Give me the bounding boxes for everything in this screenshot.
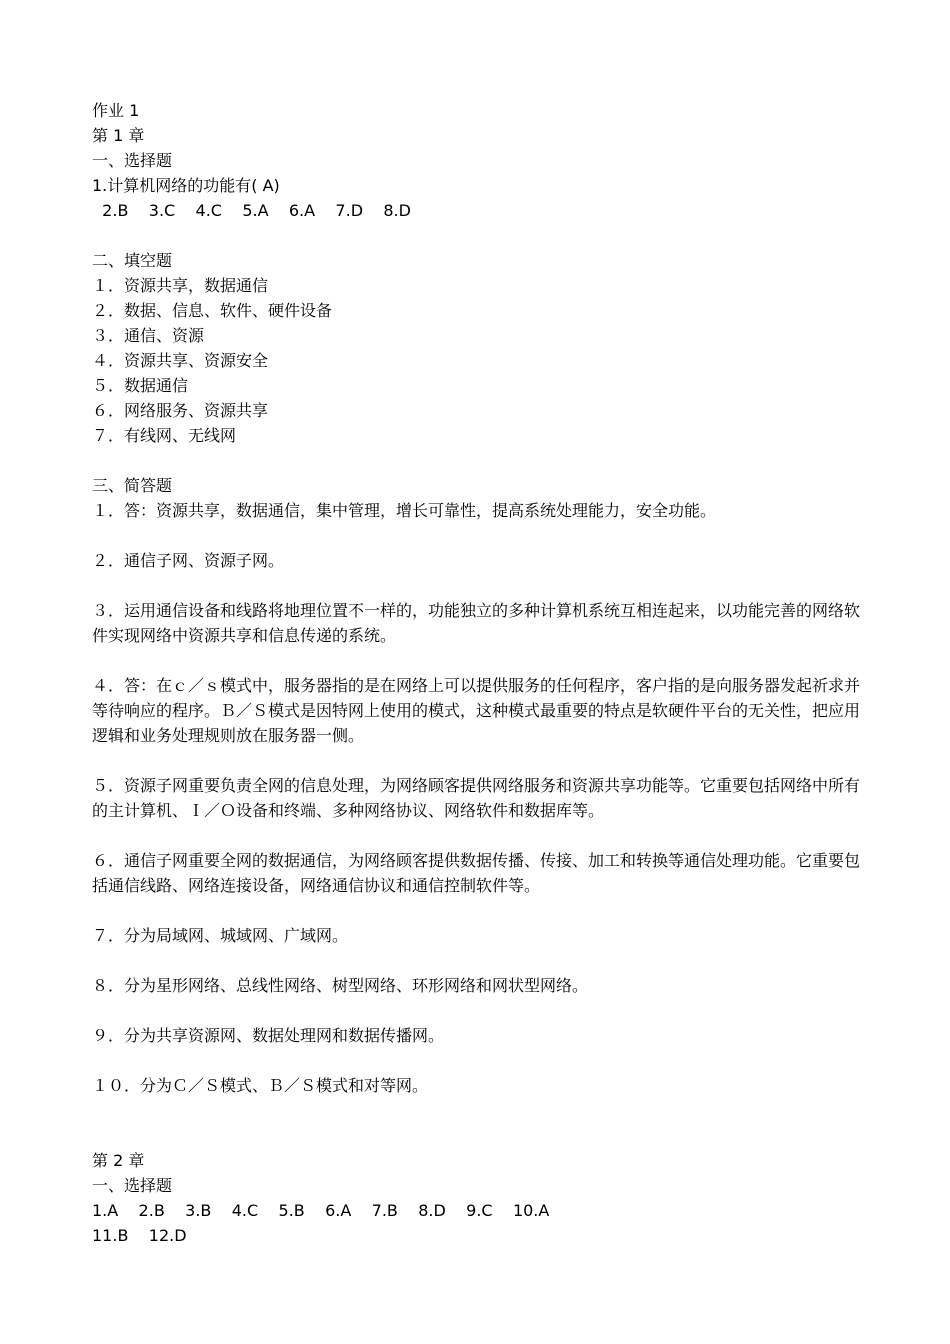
document-page: [92, 98, 872, 1248]
chapter-2-heading: 第 2 章: [92, 1151, 145, 1170]
ch1-short-answer-item: ２．通信子网、资源子网。: [92, 551, 285, 570]
assignment-title: 作业 1: [92, 101, 140, 120]
ch1-short-answer-item: ５．资源子网重要负责全网的信息处理，为网络顾客提供网络服务和资源共享功能等。它重要包括网络中所有的主计算机、Ｉ／Ｏ设备和终端、多种网络协议、网络软件和数据库等。: [92, 776, 861, 820]
spacer: [92, 948, 872, 973]
ch1-short-answer-item: ６．通信子网重要全网的数据通信，为网络顾客提供数据传播、传接、加工和转换等通信处理功能。它重要包括通信线路、网络连接设备，网络通信协议和通信控制软件等。: [92, 851, 861, 895]
spacer: [92, 898, 872, 923]
ch2-choice-answers: 11.B 12.D: [92, 1226, 187, 1245]
ch1-fill-item: ３．通信、资源: [92, 326, 205, 345]
ch1-fill-item: １．资源共享，数据通信: [92, 276, 269, 295]
spacer: [92, 523, 872, 548]
spacer: [92, 1048, 872, 1073]
chapter-1-heading: 第 1 章: [92, 126, 145, 145]
ch1-choice-answers: 2.B 3.C 4.C 5.A 6.A 7.D 8.D: [92, 201, 411, 220]
spacer: [92, 823, 872, 848]
ch1-choice-question-1: 1.计算机网络的功能有( A): [92, 176, 280, 195]
ch1-short-answer-item: １０．分为Ｃ／Ｓ模式、Ｂ／Ｓ模式和对等网。: [92, 1076, 429, 1095]
ch1-short-answer-item: ３．运用通信设备和线路将地理位置不一样的，功能独立的多种计算机系统互相连起来，以功能完善的网络软件实现网络中资源共享和信息传递的系统。: [92, 601, 861, 645]
ch1-short-answer-item: ７．分为局域网、城域网、广域网。: [92, 926, 349, 945]
ch1-fill-heading: 二、填空题: [92, 251, 173, 270]
ch1-short-answer-heading: 三、简答题: [92, 476, 173, 495]
ch1-short-answer-item: １．答：资源共享，数据通信，集中管理，增长可靠性，提高系统处理能力，安全功能。: [92, 501, 717, 520]
spacer: [92, 223, 872, 248]
spacer: [92, 748, 872, 773]
ch1-fill-item: ４．资源共享、资源安全: [92, 351, 269, 370]
ch1-fill-item: ５．数据通信: [92, 376, 189, 395]
ch1-fill-item: ７．有线网、无线网: [92, 426, 237, 445]
spacer: [92, 1098, 872, 1148]
ch1-short-answer-item: ９．分为共享资源网、数据处理网和数据传播网。: [92, 1026, 445, 1045]
ch1-short-answer-item: ８．分为星形网络、总线性网络、树型网络、环形网络和网状型网络。: [92, 976, 589, 995]
ch2-choice-heading: 一、选择题: [92, 1176, 173, 1195]
spacer: [92, 573, 872, 598]
ch1-fill-item: ２．数据、信息、软件、硬件设备: [92, 301, 333, 320]
spacer: [92, 648, 872, 673]
spacer: [92, 448, 872, 473]
ch1-fill-item: ６．网络服务、资源共享: [92, 401, 269, 420]
ch1-short-answer-item: ４．答：在ｃ／ｓ模式中，服务器指的是在网络上可以提供服务的任何程序，客户指的是向服务器发起祈求并等待响应的程序。Ｂ／Ｓ模式是因特网上使用的模式，这种模式最重要的特点是软硬件平台的无关性，把应用逻辑和业务处理规则放在服务器一侧。: [92, 676, 861, 745]
spacer: [92, 998, 872, 1023]
ch2-choice-answers: 1.A 2.B 3.B 4.C 5.B 6.A 7.B 8.D 9.C 10.A: [92, 1201, 550, 1220]
ch1-choice-heading: 一、选择题: [92, 151, 173, 170]
